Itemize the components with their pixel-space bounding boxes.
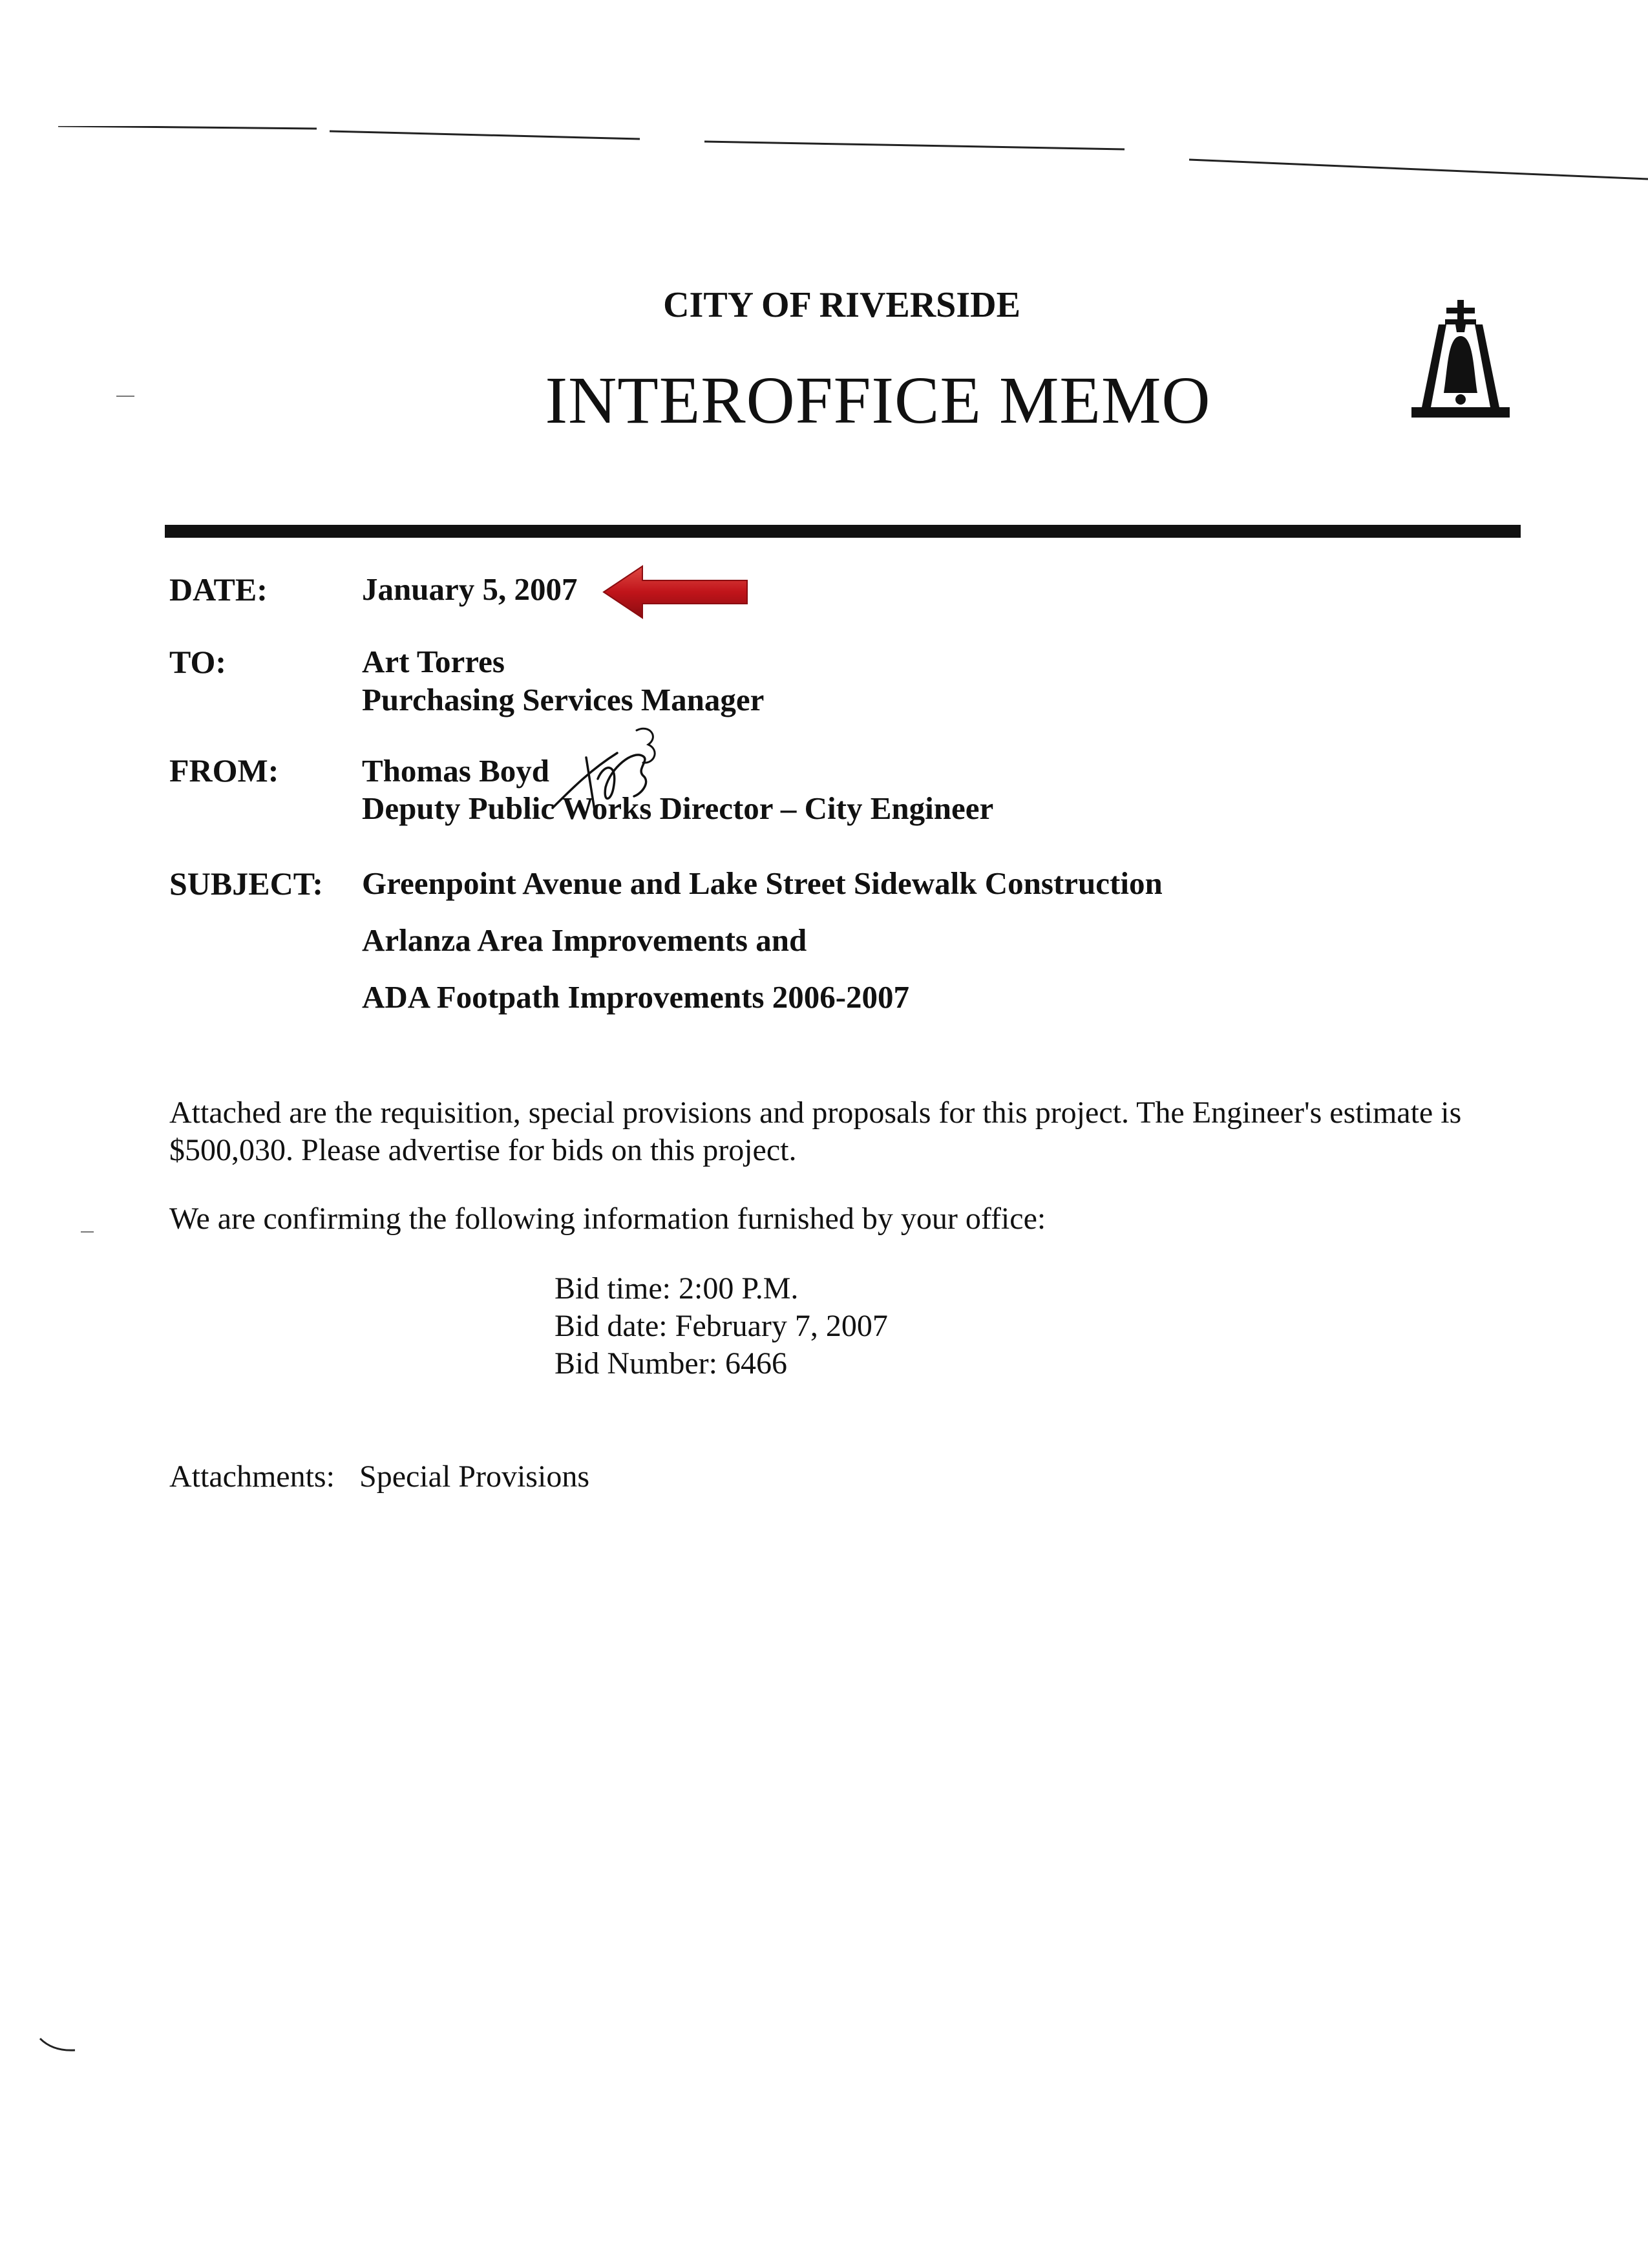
bell-tower-icon (1409, 299, 1512, 425)
bid-time: Bid time: 2:00 P.M. (555, 1271, 799, 1306)
subject-line: Greenpoint Avenue and Lake Street Sidewalk Construction (362, 865, 1163, 901)
header-divider (165, 525, 1521, 538)
subject-line: ADA Footpath Improvements 2006-2007 (362, 979, 910, 1015)
attachments-label: Attachments: (169, 1459, 335, 1494)
scan-top-edge (58, 126, 1648, 184)
body-paragraph-line: $500,030. Please advertise for bids on this project. (169, 1133, 797, 1167)
organization-name: CITY OF RIVERSIDE (663, 285, 1020, 325)
to-label: TO: (169, 644, 226, 680)
red-arrow-icon (601, 564, 750, 620)
from-name: Thomas Boyd (362, 753, 550, 789)
body-paragraph-line: Attached are the requisition, special provisions and proposals for this project. The Engineer's estimate is (169, 1096, 1462, 1130)
subject-label: SUBJECT: (169, 865, 324, 902)
scan-mark (39, 2036, 78, 2055)
date-value: January 5, 2007 (362, 571, 578, 607)
scan-mark (81, 1231, 94, 1233)
date-label: DATE: (169, 571, 268, 608)
to-name: Art Torres (362, 644, 505, 679)
bid-number: Bid Number: 6466 (555, 1346, 787, 1381)
bid-date: Bid date: February 7, 2007 (555, 1309, 888, 1343)
to-title: Purchasing Services Manager (362, 682, 765, 717)
page-title: INTEROFFICE MEMO (545, 363, 1211, 438)
subject-line: Arlanza Area Improvements and (362, 922, 807, 958)
body-paragraph: We are confirming the following information furnished by your office: (169, 1202, 1046, 1236)
attachments-value: Special Provisions (359, 1459, 589, 1494)
handwritten-initials-signature (546, 717, 688, 831)
from-title: Deputy Public Works Director – City Engineer (362, 790, 994, 826)
from-label: FROM: (169, 752, 279, 789)
